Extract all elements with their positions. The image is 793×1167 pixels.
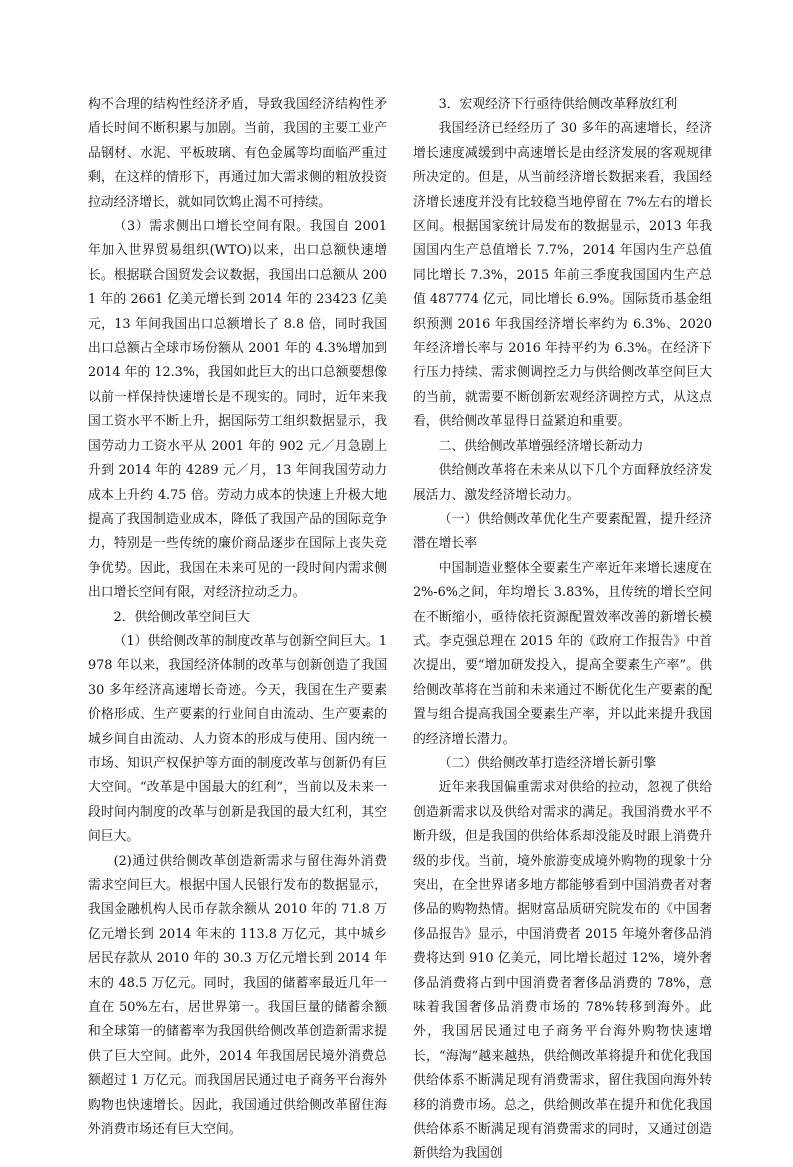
subheading-optimize-factors: （一）供给侧改革优化生产要素配置，提升经济潜在增长率	[413, 511, 712, 552]
paragraph-intro-momentum: 供给侧改革将在未来从以下几个方面释放经济发展活力、激发经济增长动力。	[413, 463, 712, 503]
paragraph-export-growth: （3）需求侧出口增长空间有限。我国自 2001 年加入世界贸易组织(WTO)以来，出口总额快速增长。根据联合国贸发会议数据，我国出口总额从 2001 年的 2661 亿美元增长到 2014 年的 23423 亿美元，13 年间我国出口总额增长了 8.8 倍，同时我国出口总额占全球市场份额从 2001 年的 4.3%增加到 2014 年的 12.3%，我国如此巨大的出口总额要想像以前一样保持快速增长是不现实的。同时，近年来我国工资水平不断上升，据国际劳工组织数据显示，我国劳动力工资水平从 2001 年的 902 元／月急剧上升到 2014 年的 4289 元／月，13 年间我国劳动力成本上升约 4.75 倍。劳动力成本的快速上升极大地提高了我国制造业成本，降低了我国产品的国际竞争力，特别是一些传统的廉价商品逐步在国际上丧失竞争优势。因此，我国在未来可见的一段时间内需求侧出口增长空间有限，对经济拉动乏力。	[88, 219, 387, 601]
subheading-new-engine: （二）供给侧改革打造经济增长新引擎	[438, 755, 657, 771]
page-body	[88, 93, 712, 1162]
paragraph-growth-slowdown: 我国经济已经经历了 30 多年的高速增长，经济增长速度减缓到中高速增长是由经济发展的客观规律所决定的。但是，从当前经济增长数据来看，我国经济增长速度并没有比较稳当地停留在 7%左右的增长区间。根据国家统计局发布的数据显示，2013 年我国国内生产总值增长 7.7%，2014 年国内生产总值同比增长 7.3%，2015 年前三季度我国国内生产总值 487774 亿元，同比增长 6.9%。国际货币基金组织预测 2016 年我国经济增长率约为 6.3%、2020 年经济增长率与 2016 年持平约为 6.3%。在经济下行压力持续、需求侧调控乏力与供给侧改革空间巨大的当前，就需要不断创新宏观经济调控方式，从这点看，供给侧改革显得日益紧迫和重要。	[413, 121, 712, 430]
paragraph-new-demand: (2)通过供给侧改革创造新需求与留住海外消费需求空间巨大。根据中国人民银行发布的数据显示，我国金融机构人民币存款余额从 2010 年的 71.8 万亿元增长到 2014 年末的 113.8 万亿元，其中城乡居民存款从 2010 年的 30.3 万亿元增长到 2014 年末的 48.5 万亿元。同时，我国的储蓄率最近几年一直在 50%左右，居世界第一。我国巨量的储蓄余额和全球第一的储蓄率为我国供给侧改革创造新需求提供了巨大空间。此外，2014 年我国居民境外消费总额超过 1 万亿元。而我国居民通过电子商务平台海外购物也快速增长。因此，我国通过供给侧改革留住海外消费市场还有巨大空间。	[88, 853, 387, 1138]
section-heading-macro-downturn: 3．宏观经济下行亟待供给侧改革释放红利	[438, 97, 678, 112]
section-heading-supply-side-space: 2．供给侧改革空间巨大	[113, 609, 250, 625]
left-column	[88, 93, 387, 1138]
paragraph-institutional-reform: （1）供给侧改革的制度改革与创新空间巨大。1978 年以来，我国经济体制的改革与创新创造了我国 30 多年经济高速增长奇迹。今天，我国在生产要素价格形成、生产要素的行业间自由流动、生产要素的城乡间自由流动、人力资本的形成与使用、国内统一市场、知识产权保护等方面的制度改革与创新仍有巨大空间。“改革是中国最大的红利”，当前以及未来一段时间内制度的改革与创新是我国的最大红利，其空间巨大。	[88, 633, 387, 845]
section-heading-new-momentum: 二、供给侧改革增强经济增长新动力	[438, 438, 644, 454]
paragraph-consumption-upgrade: 近年来我国偏重需求对供给的拉动，忽视了供给创造新需求以及供给对需求的满足。我国消费水平不断升级，但是我国的供给体系却没能及时跟上消费升级的步伐。当前，境外旅游变成境外购物的现象十分突出，在全世界诸多地方都能够看到中国消费者对奢侈品的购物热情。据财富品质研究院发布的《中国奢侈品报告》显示，中国消费者 2015 年境外奢侈品消费将达到 910 亿美元，同比增长超过 12%，境外奢侈品消费将占到中国消费者奢侈品消费的 78%，意味着我国奢侈品消费市场的 78%转移到海外。此外，我国居民通过电子商务平台海外购物快速增长，“海淘”越来越热，供给侧改革将提升和优化我国供给体系不断满足现有消费需求，留住我国向海外转移的消费市场。总之，供给侧改革在提升和优化我国供给体系不断满足现有消费需求的同时，又通过创造新供给为我国创	[413, 780, 712, 1162]
paragraph-continuation: 构不合理的结构性经济矛盾，导致我国经济结构性矛盾长时间不断积累与加剧。当前，我国的主要工业产品钢材、水泥、平板玻璃、有色金属等均面临严重过剩，在这样的情形下，再通过加大需求侧的粗放投资拉动经济增长，就如同饮鸩止渴不可持续。	[88, 97, 387, 210]
paragraph-tfp: 中国制造业整体全要素生产率近年来增长速度在 2%-6%之间，年均增长 3.83%，且传统的增长空间在不断缩小，亟待依托资源配置效率改善的新增长模式。李克强总理在 2015 年的《政府工作报告》中首次提出，要“增加研发投入，提高全要素生产率”。供给侧改革将在当前和未来通过不断优化生产要素的配置与组合提高我国全要素生产率，并以此来提升我国的经济增长潜力。	[413, 560, 712, 747]
right-column	[413, 93, 712, 1162]
